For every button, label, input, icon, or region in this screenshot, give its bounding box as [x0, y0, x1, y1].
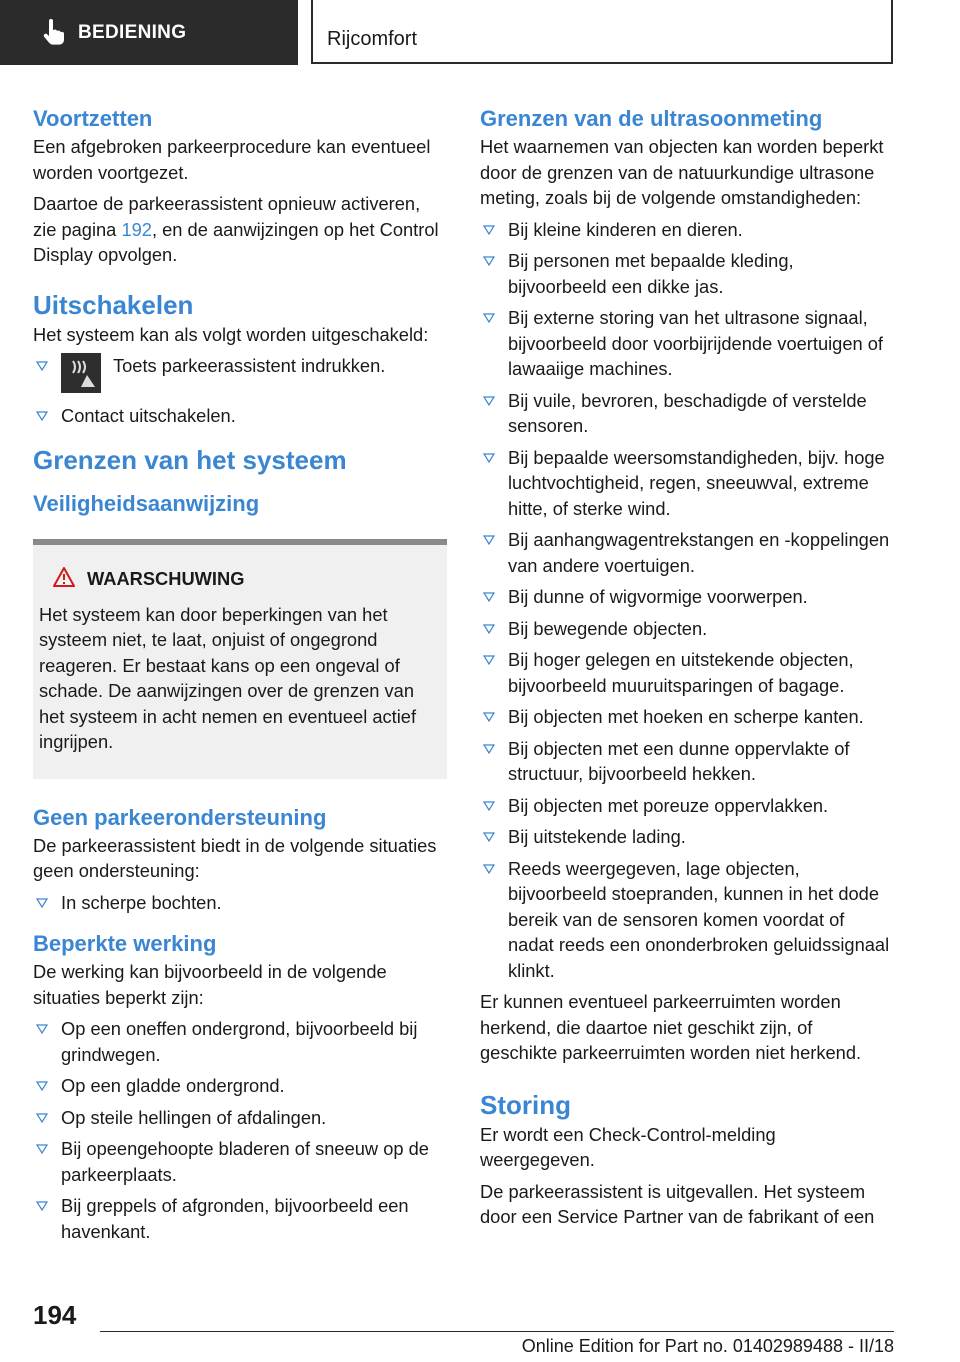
triangle-bullet-icon	[483, 655, 495, 665]
triangle-bullet-icon	[483, 313, 495, 323]
list	[33, 1016, 447, 1244]
footer-divider	[100, 1331, 894, 1332]
list-item	[33, 353, 447, 397]
list	[33, 353, 447, 429]
text: Daartoe de parkeerassistent opnieuw activeren, zie pagina	[33, 193, 421, 240]
list-item-text: Bij objecten met poreuze oppervlakken.	[508, 794, 829, 816]
heading-storing: Storing	[480, 1089, 571, 1120]
chapter-label: Rijcomfort	[327, 28, 418, 50]
list-item-text: Bij bewegende objecten.	[508, 617, 708, 639]
list-item	[33, 890, 447, 916]
list-item-text: Toets parkeerassistent indrukken.	[113, 355, 386, 376]
paragraph: Er kunnen eventueel parkeerruimten worden herkend, die daartoe niet geschikt zijn, of geschikte parkeerruimten worden niet herkend.	[480, 991, 862, 1063]
right-column	[480, 100, 894, 1230]
triangle-bullet-icon	[483, 712, 495, 722]
triangle-bullet-icon	[483, 832, 495, 842]
triangle-bullet-icon	[36, 1144, 48, 1154]
list-item-text: Bij opeengehoopte bladeren of sneeuw op de parkeerplaats.	[61, 1138, 429, 1185]
list-item	[480, 647, 894, 698]
list-item-text: Bij kleine kinderen en dieren.	[508, 218, 743, 240]
triangle-bullet-icon	[483, 256, 495, 266]
triangle-bullet-icon	[483, 535, 495, 545]
triangle-bullet-icon	[36, 1113, 48, 1123]
page-number: 194	[33, 1300, 77, 1330]
list-item	[480, 704, 894, 730]
triangle-bullet-icon	[483, 225, 495, 235]
list-item-text: Bij uitstekende lading.	[508, 826, 686, 847]
paragraph: De parkeerassistent biedt in de volgende situaties geen ondersteuning:	[33, 834, 437, 881]
page-header	[0, 0, 960, 66]
list-item	[480, 616, 894, 642]
triangle-bullet-icon	[483, 592, 495, 602]
list-item	[480, 793, 894, 819]
text: , en de aanwijzingen op het Control Display opvolgen.	[33, 218, 439, 265]
paragraph: Het systeem kan als volgt worden uitgeschakeld:	[33, 323, 429, 345]
paragraph: Het waarnemen van objecten kan worden beperkt door de grenzen van de natuurkundige ultrasone meting, zoals bij de volgende omstandigheden:	[480, 136, 884, 208]
left-column	[33, 100, 447, 1250]
paragraph: De werking kan bijvoorbeeld in de volgende situaties beperkt zijn:	[33, 961, 387, 1008]
list-item-text: Bij greppels of afgronden, bijvoorbeeld een havenkant.	[61, 1195, 409, 1242]
warning-text: Het systeem kan door beperkingen van het systeem niet, te laat, onjuist of ongegrond reageren. Er bestaat kans op een ongeval of schade. De aanwijzingen over de grenzen van het systeem in acht nemen en eventueel actief ingrijpen.	[39, 603, 417, 752]
list-item	[480, 527, 894, 578]
heading-grenzen: Grenzen van het systeem	[33, 444, 347, 475]
list-item	[33, 403, 447, 429]
page-link[interactable]: 192	[121, 218, 152, 240]
triangle-bullet-icon	[483, 624, 495, 634]
list-item-text: Bij aanhangwagentrekstangen en -koppelingen van andere voertuigen.	[508, 529, 890, 576]
heading-veiligheidsaanwijzing: Veiligheidsaanwijzing	[33, 490, 260, 516]
list-item-text: Bij objecten met een dunne oppervlakte of structuur, bijvoorbeeld hekken.	[508, 737, 850, 784]
edition-text: Online Edition for Part no. 01402989488 - II/18	[521, 1336, 894, 1356]
triangle-bullet-icon	[36, 1201, 48, 1211]
heading-geen-parkeerondersteuning: Geen parkeerondersteuning	[33, 804, 327, 830]
list-item	[480, 736, 894, 787]
parking-assist-button-icon	[61, 353, 101, 393]
triangle-bullet-icon	[36, 361, 48, 371]
list-item	[33, 1105, 447, 1131]
paragraph: De parkeerassistent is uitgevallen. Het systeem door een Service Partner van de fabrikant of een	[480, 1180, 875, 1227]
list-item-text: Bij dunne of wigvormige voorwerpen.	[508, 586, 808, 607]
triangle-bullet-icon	[483, 744, 495, 754]
list-item	[480, 305, 894, 382]
heading-uitschakelen: Uitschakelen	[33, 289, 194, 320]
list-item	[480, 824, 894, 850]
list-item-text: Contact uitschakelen.	[61, 405, 236, 426]
paragraph	[33, 191, 447, 268]
section-tab[interactable]	[0, 0, 298, 65]
list-item	[480, 388, 894, 439]
triangle-bullet-icon	[36, 1081, 48, 1091]
warning-title: WAARSCHUWING	[87, 568, 245, 589]
list-item-text: Bij objecten met hoeken en scherpe kanten.	[508, 706, 864, 727]
heading-voortzetten: Voortzetten	[33, 106, 153, 131]
paragraph: Een afgebroken parkeerprocedure kan eventueel worden voortgezet.	[33, 136, 431, 183]
paragraph: Er wordt een Check-Control-melding weergegeven.	[480, 1123, 776, 1170]
list-item-text: Bij vuile, bevroren, beschadigde of verstelde sensoren.	[508, 389, 867, 436]
triangle-bullet-icon	[483, 864, 495, 874]
section-label: BEDIENING	[78, 21, 187, 43]
triangle-bullet-icon	[36, 1024, 48, 1034]
warning-box	[33, 539, 447, 779]
triangle-bullet-icon	[483, 396, 495, 406]
list-item-text: In scherpe bochten.	[61, 891, 222, 913]
hand-pointer-icon	[38, 18, 68, 48]
list-item-text: Bij externe storing van het ultrasone signaal, bijvoorbeeld door voorbijrijdende voertuigen of lawaaiige machines.	[508, 307, 884, 379]
list-item	[480, 856, 894, 984]
list-item-text: Bij bepaalde weersomstandigheden, bijv. hoge luchtvochtigheid, regen, sneeuwval, extreme hitte, of sterke wind.	[508, 446, 885, 519]
chapter-tab[interactable]	[311, 0, 893, 64]
list-item	[480, 248, 894, 299]
list-item	[480, 217, 894, 243]
warning-triangle-icon	[53, 567, 75, 592]
list	[33, 890, 447, 916]
list-item	[480, 584, 894, 610]
list-item	[33, 1016, 447, 1067]
triangle-bullet-icon	[483, 801, 495, 811]
list-item-text: Reeds weergegeven, lage objecten, bijvoorbeeld stoepranden, kunnen in het dode bereik van de sensoren komen voordat of nadat reeds een ononderbroken geluidssignaal klinkt.	[508, 857, 890, 981]
triangle-bullet-icon	[36, 411, 48, 421]
list-item-text: Op steile hellingen of afdalingen.	[61, 1106, 327, 1128]
list-item	[33, 1136, 447, 1187]
list-item	[33, 1193, 447, 1244]
warning-header	[39, 567, 437, 592]
list	[480, 217, 894, 984]
list-item	[33, 1073, 447, 1099]
list-item-text: Op een oneffen ondergrond, bijvoorbeeld bij grindwegen.	[61, 1018, 418, 1065]
list-item	[480, 445, 894, 522]
heading-ultrasoonmeting: Grenzen van de ultrasoonmeting	[480, 106, 823, 131]
triangle-bullet-icon	[483, 453, 495, 463]
list-item-text: Bij personen met bepaalde kleding, bijvoorbeeld een dikke jas.	[508, 250, 794, 297]
list-item-text: Op een gladde ondergrond.	[61, 1075, 285, 1096]
triangle-bullet-icon	[36, 898, 48, 908]
list-item-text: Bij hoger gelegen en uitstekende objecten, bijvoorbeeld muuruitsparingen of bagage.	[508, 649, 854, 696]
heading-beperkte-werking: Beperkte werking	[33, 931, 217, 956]
